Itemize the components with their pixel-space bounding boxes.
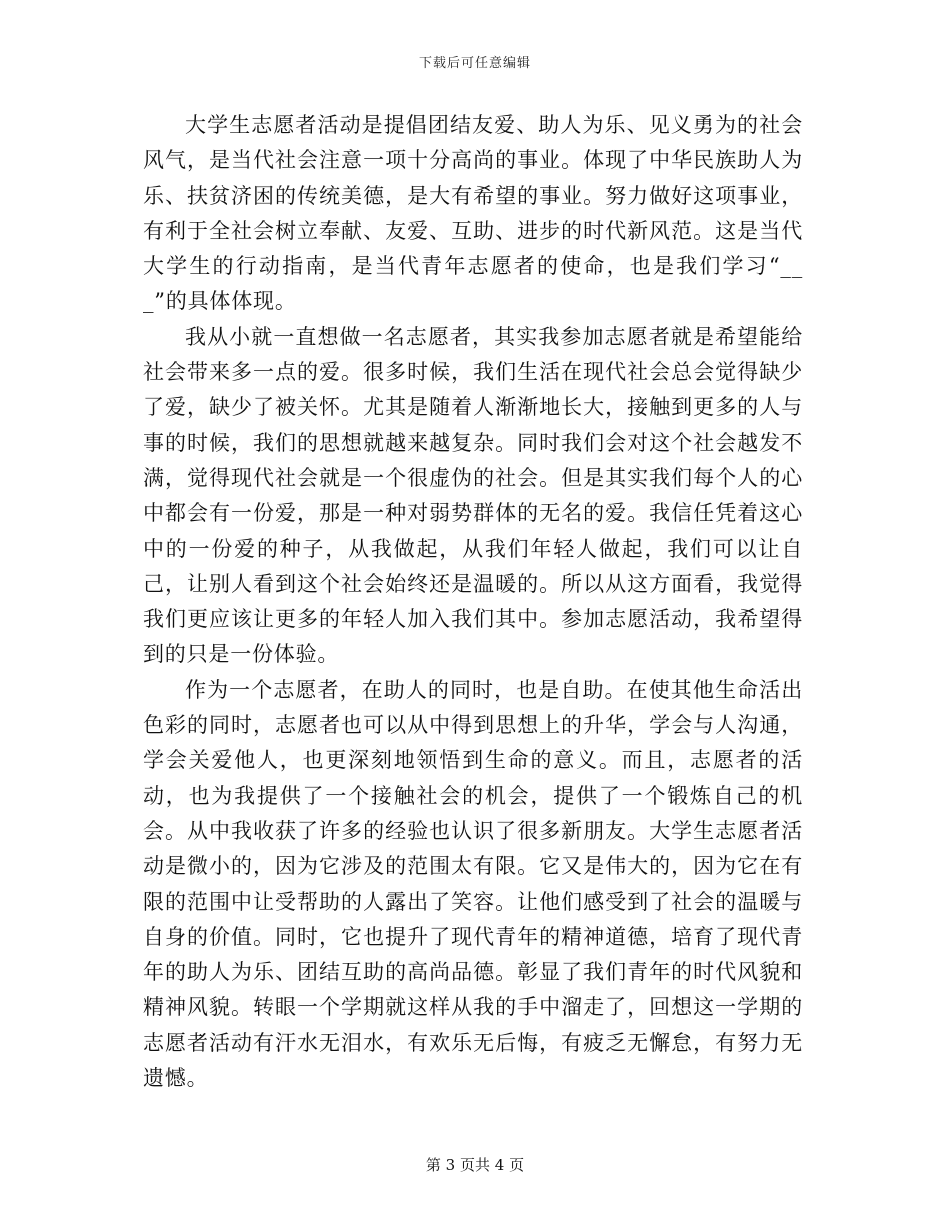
paragraph-1: 大学生志愿者活动是提倡团结友爱、助人为乐、见义勇为的社会风气，是当代社会注意一项十分高尚的事业。体现了中华民族助人为乐、扶贫济困的传统美德，是大有希望的事业。努力做好这项事业，有利于全社会树立奉献、友爱、互助、进步的时代新风范。这是当代大学生的行动指南，是当代青年志愿者的使命，也是我们学习“___”的具体体现。 (143, 113, 803, 314)
document-body (143, 108, 803, 1096)
paragraph-3: 作为一个志愿者，在助人的同时，也是自助。在使其他生命活出色彩的同时，志愿者也可以从中得到思想上的升华，学会与人沟通，学会关爱他人，也更深刻地领悟到生命的意义。而且，志愿者的活动，也为我提供了一个接触社会的机会，提供了一个锻炼自己的机会。从中我收获了许多的经验也认识了很多新朋友。大学生志愿者活动是微小的，因为它涉及的范围太有限。它又是伟大的，因为它在有限的范围中让受帮助的人露出了笑容。让他们感受到了社会的温暖与自身的价值。同时，它也提升了现代青年的精神道德，培育了现代青年的助人为乐、团结互助的高尚品德。彰显了我们青年的时代风貌和精神风貌。转眼一个学期就这样从我的手中溜走了，回想这一学期的志愿者活动有汗水无泪水，有欢乐无后悔，有疲乏无懈怠，有努力无遗憾。 (143, 677, 803, 1091)
paragraph-2: 我从小就一直想做一名志愿者，其实我参加志愿者就是希望能给社会带来多一点的爱。很多时候，我们生活在现代社会总会觉得缺少了爱，缺少了被关怀。尤其是随着人渐渐地长大，接触到更多的人与事的时候，我们的思想就越来越复杂。同时我们会对这个社会越发不满，觉得现代社会就是一个很虚伪的社会。但是其实我们每个人的心中都会有一份爱，那是一种对弱势群体的无名的爱。我信任凭着这心中的一份爱的种子，从我做起，从我们年轻人做起，我们可以让自己，让别人看到这个社会始终还是温暖的。所以从这方面看，我觉得我们更应该让更多的年轻人加入我们其中。参加志愿活动，我希望得到的只是一份体验。 (143, 324, 803, 667)
page-header: 下载后可任意编辑 (418, 56, 531, 71)
page-number: 第 3 页共 4 页 (425, 1156, 525, 1174)
